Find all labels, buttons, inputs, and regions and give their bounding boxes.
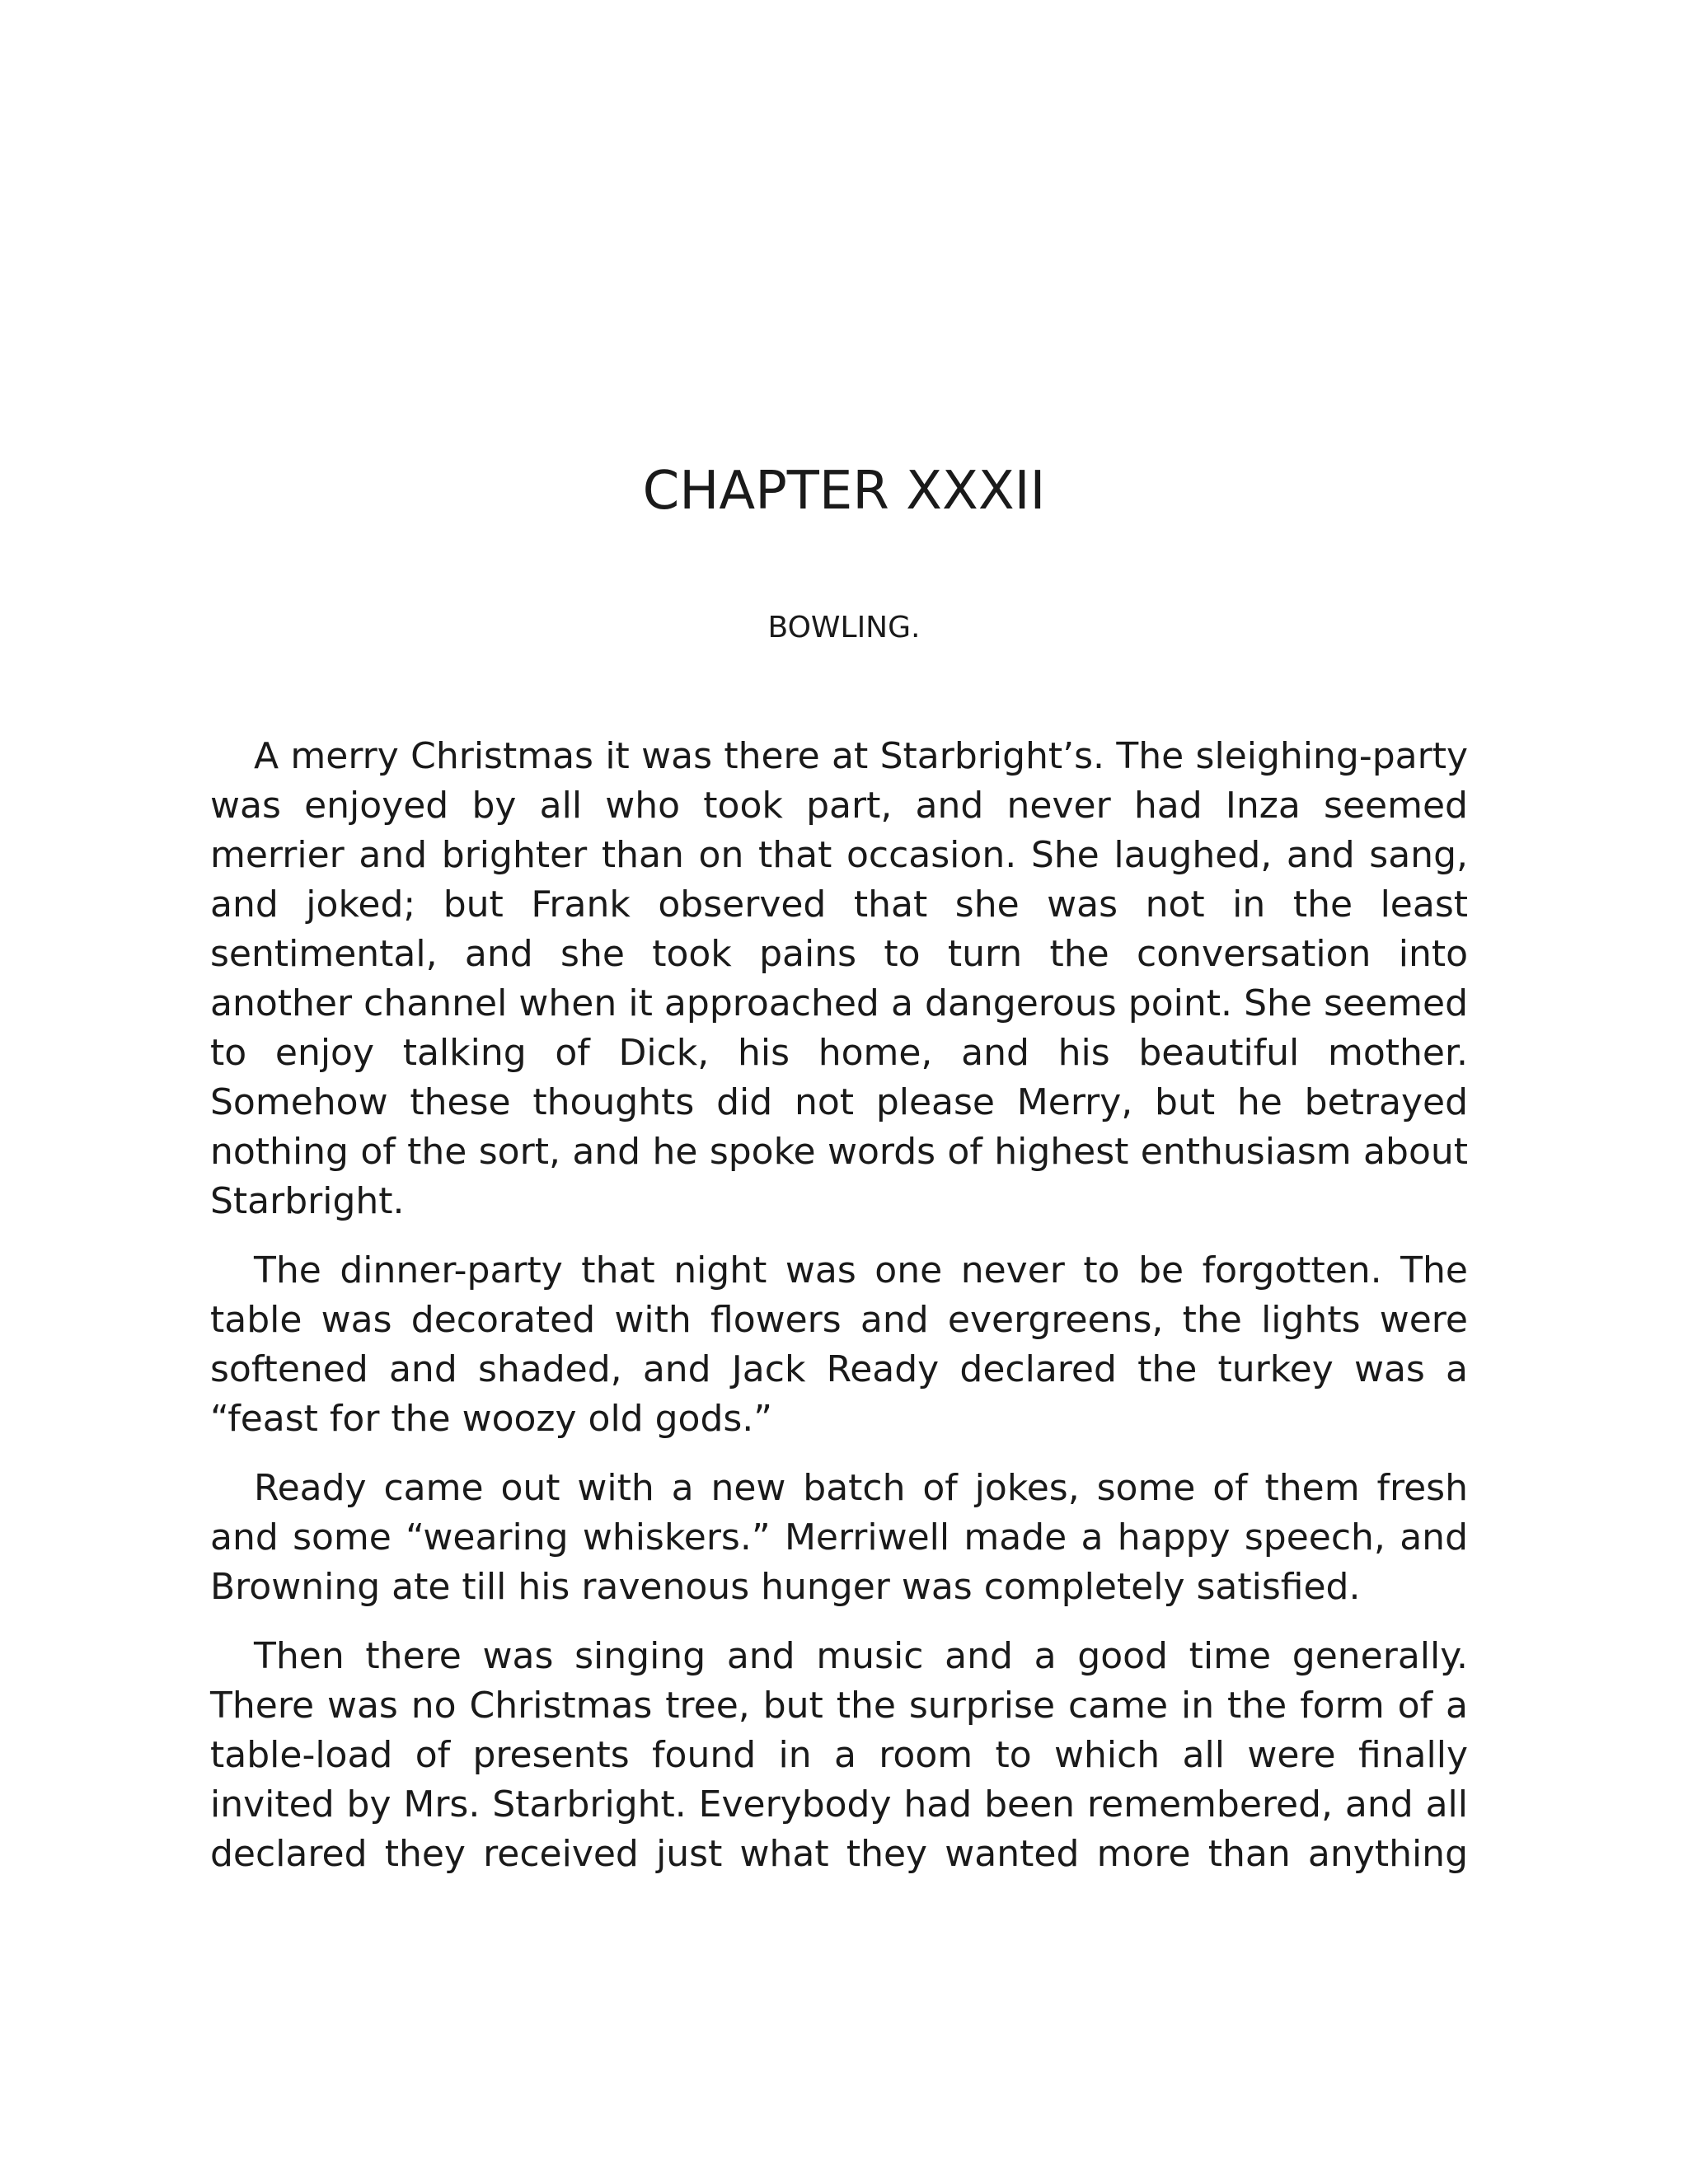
paragraph: Ready came out with a new batch of jokes, some of them fresh and some “wearing whiskers.” Merriwell made a happy speech, and Browning ate till his ravenous hunger was completely satisfied.	[210, 1467, 1468, 1608]
paragraph: A merry Christmas it was there at Starbright’s. The sleighing-party was enjoyed by all who took part, and never had Inza seemed merrier and brighter than on that occasion. She laughed, and sang, and joked; but Frank observed that she was not in the least sentimental, and she took pains to turn the conversation into another channel when it approached a dangerous point. She seemed to enjoy talking of Dick, his home, and his beautiful mother. Somehow these thoughts did not please Merry, but he betrayed nothing of the sort, and he spoke words of highest enthusiasm about Starbright.	[210, 735, 1468, 1222]
chapter-body	[210, 732, 1468, 1899]
chapter-title: CHAPTER XXXII	[642, 461, 1046, 522]
paragraph: The dinner-party that night was one never to be forgotten. The table was decorated with flowers and evergreens, the lights were softened and shaded, and Jack Ready declared the turkey was a “feast for the woozy old gods.”	[210, 1249, 1468, 1440]
chapter-subtitle: BOWLING.	[767, 611, 921, 644]
paragraph: Then there was singing and music and a good time generally. There was no Christmas tree, but the surprise came in the form of a table-load of presents found in a room to which all were finally invited by Mrs. Starbright. Everybody had been remembered, and all declared they received just what they wanted more than anything	[210, 1635, 1468, 1875]
